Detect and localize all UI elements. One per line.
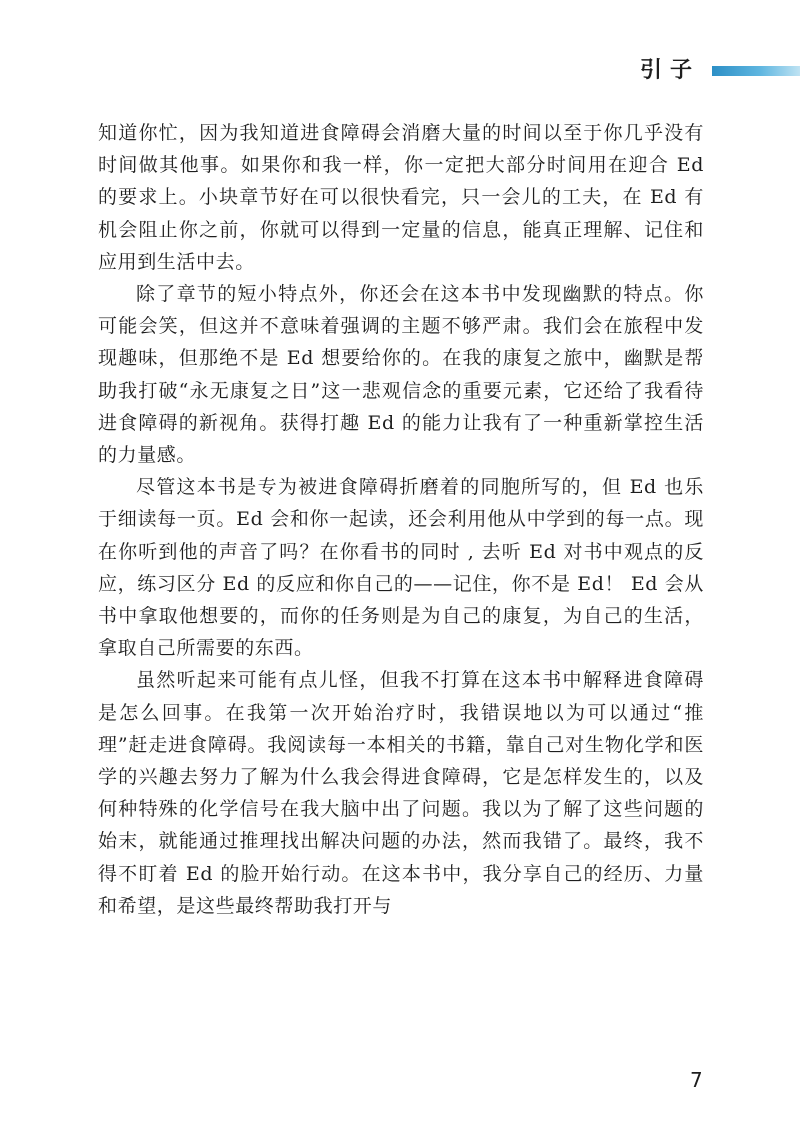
page-number: 7 <box>690 1068 703 1092</box>
body-text <box>98 117 704 922</box>
chapter-title: 引子 <box>639 58 700 83</box>
paragraph-1: 知道你忙，因为我知道进食障碍会消磨大量的时间以至于你几乎没有时间做其他事。如果你和我一样，你一定把大部分时间用在迎合 Ed 的要求上。小块章节好在可以很快看完，只一会儿的工夫，在 Ed 有机会阻止你之前，你就可以得到一定量的信息，能真正理解、记住和应用到生活中去。 <box>98 122 704 273</box>
paragraph-2: 除了章节的短小特点外，你还会在这本书中发现幽默的特点。你可能会笑，但这并不意味着强调的主题不够严肃。我们会在旅程中发现趣味，但那绝不是 Ed 想要给你的。在我的康复之旅中，幽默是帮助我打破“永无康复之日”这一悲观信念的重要元素，它还给了我看待进食障碍的新视角。获得打趣 Ed 的能力让我有了一种重新掌控生活的力量感。 <box>98 283 704 467</box>
header-accent-bar <box>712 66 800 76</box>
paragraph-3: 尽管这本书是专为被进食障碍折磨着的同胞所写的，但 Ed 也乐于细读每一页。Ed 会和你一起读，还会利用他从中学到的每一点。现在你听到他的声音了吗？在你看书的同时 , 去听 Ed 对书中观点的反应，练习区分 Ed 的反应和你自己的——记住，你不是 Ed！ Ed 会从书中拿取他想要的，而你的任务则是为自己的康复，为自己的生活，拿取自己所需要的东西。 <box>98 476 704 660</box>
paragraph-4: 虽然听起来可能有点儿怪，但我不打算在这本书中解释进食障碍是怎么回事。在我第一次开始治疗时，我错误地以为可以通过“推理”赶走进食障碍。我阅读每一本相关的书籍，靠自己对生物化学和医学的兴趣去努力了解为什么我会得进食障碍，它是怎样发生的，以及何种特殊的化学信号在我大脑中出了问题。我以为了解了这些问题的始末，就能通过推理找出解决问题的办法，然而我错了。最终，我不得不盯着 Ed 的脸开始行动。在这本书中，我分享自己的经历、力量和希望，是这些最终帮助我打开与 <box>98 669 704 917</box>
running-header <box>0 56 800 92</box>
